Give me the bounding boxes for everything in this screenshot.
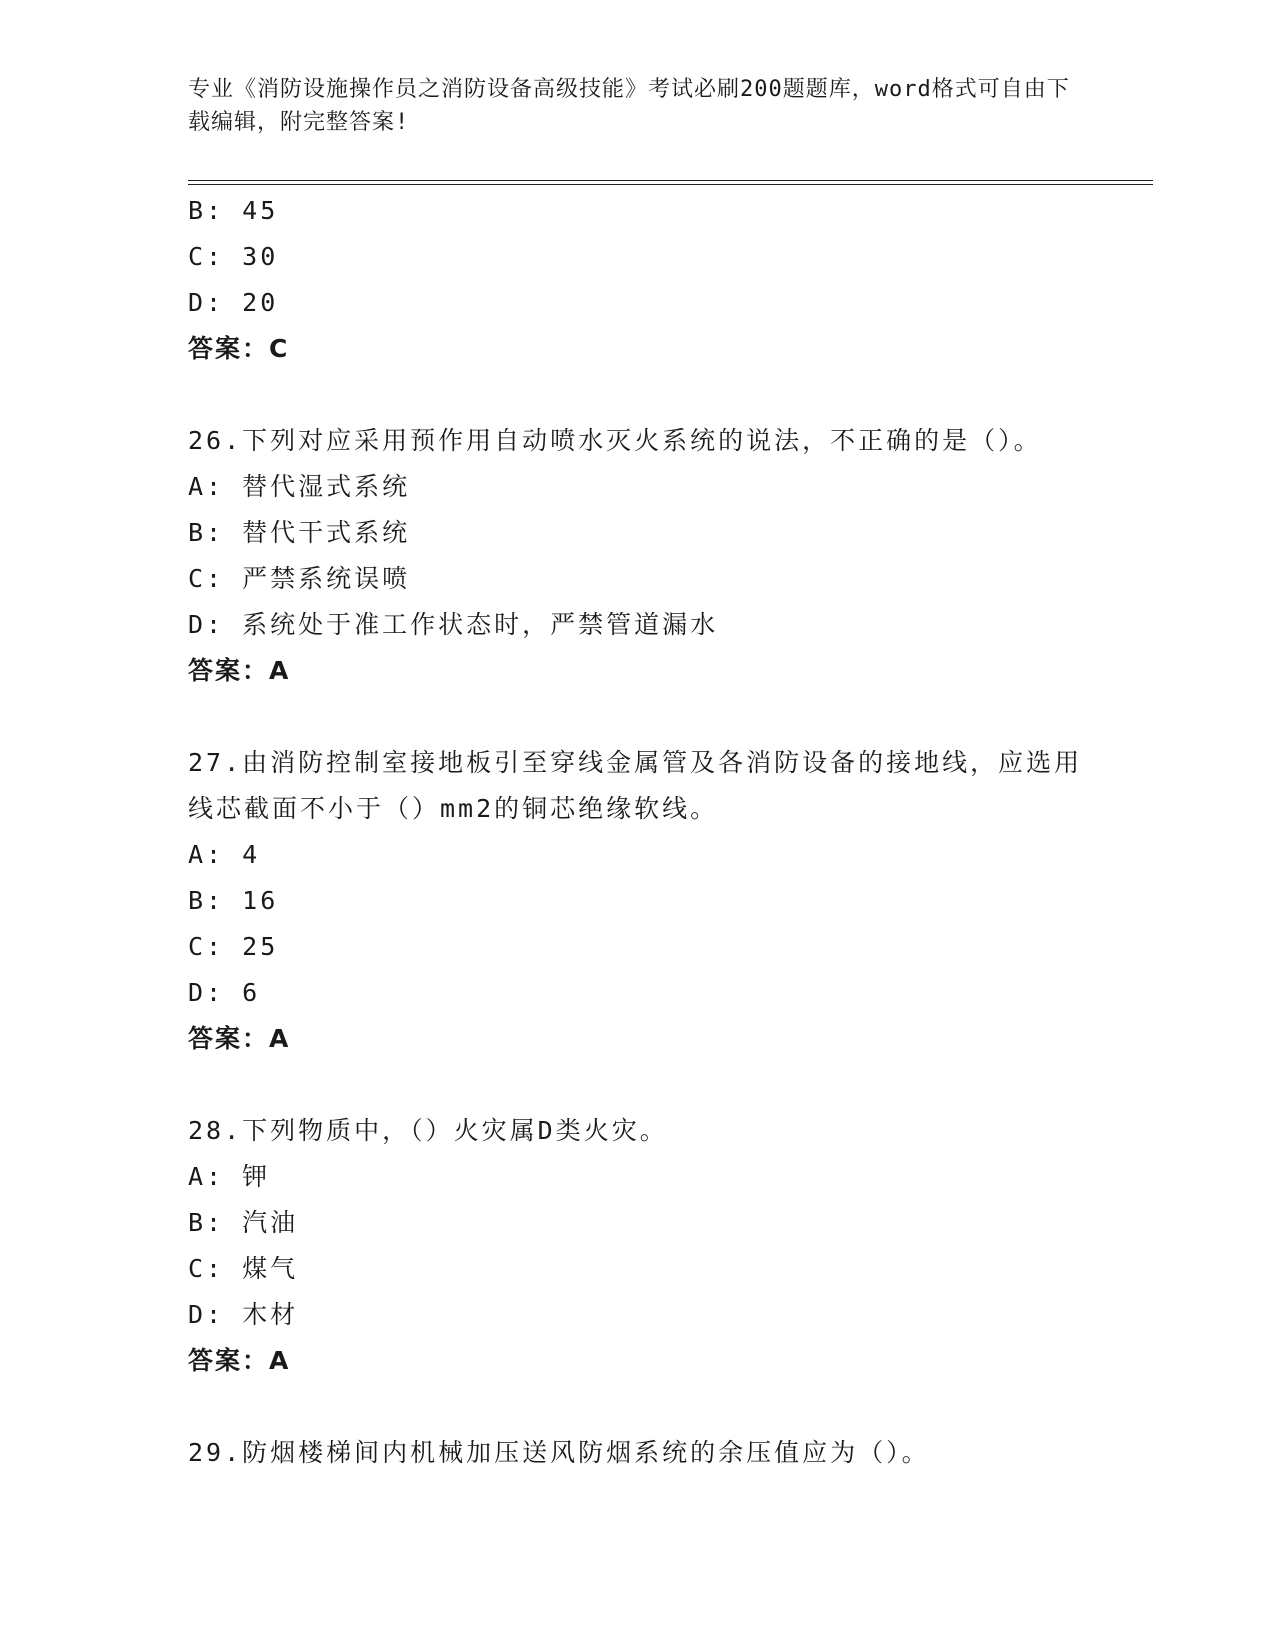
option-b: B: 45: [188, 196, 279, 225]
option-c: C: 煤气: [188, 1254, 299, 1283]
spacer: [188, 372, 1088, 418]
page-header: [188, 73, 1088, 139]
option-d: D: 20: [188, 288, 279, 317]
document-title: 专业《消防设施操作员之消防设备高级技能》考试必刷200题题库，word格式可自由下载编辑，附完整答案!: [188, 77, 1070, 135]
question-text: 28.下列物质中，（）火灾属D类火灾。: [188, 1116, 668, 1145]
option-c: C: 30: [188, 242, 279, 271]
option-b: B: 汽油: [188, 1208, 299, 1237]
option-d: D: 6: [188, 978, 261, 1007]
option-d: D: 木材: [188, 1300, 299, 1329]
header-divider: [188, 180, 1153, 185]
option-a: A: 钾: [188, 1162, 271, 1191]
question-block: [188, 418, 1088, 694]
option-b: B: 替代干式系统: [188, 518, 411, 547]
option-c: C: 严禁系统误喷: [188, 564, 411, 593]
question-block: [188, 1108, 1088, 1384]
question-list: [188, 188, 1088, 1476]
option-a: A: 4: [188, 840, 261, 869]
spacer: [188, 1062, 1088, 1108]
question-block: [188, 1430, 1088, 1476]
option-b: B: 16: [188, 886, 279, 915]
option-c: C: 25: [188, 932, 279, 961]
question-block: [188, 188, 1088, 372]
question-text: 27.由消防控制室接地板引至穿线金属管及各消防设备的接地线，应选用线芯截面不小于（）mm2的铜芯绝缘软线。: [188, 748, 1083, 823]
question-text: 29.防烟楼梯间内机械加压送风防烟系统的余压值应为（）。: [188, 1438, 930, 1467]
option-a: A: 替代湿式系统: [188, 472, 411, 501]
answer-line: 答案：A: [188, 1346, 291, 1375]
answer-line: 答案：C: [188, 334, 290, 363]
option-d: D: 系统处于准工作状态时，严禁管道漏水: [188, 610, 719, 639]
question-block: [188, 740, 1088, 1062]
answer-line: 答案：A: [188, 656, 291, 685]
spacer: [188, 694, 1088, 740]
answer-line: 答案：A: [188, 1024, 291, 1053]
question-text: 26.下列对应采用预作用自动喷水灭火系统的说法，不正确的是（）。: [188, 426, 1042, 455]
spacer: [188, 1384, 1088, 1430]
